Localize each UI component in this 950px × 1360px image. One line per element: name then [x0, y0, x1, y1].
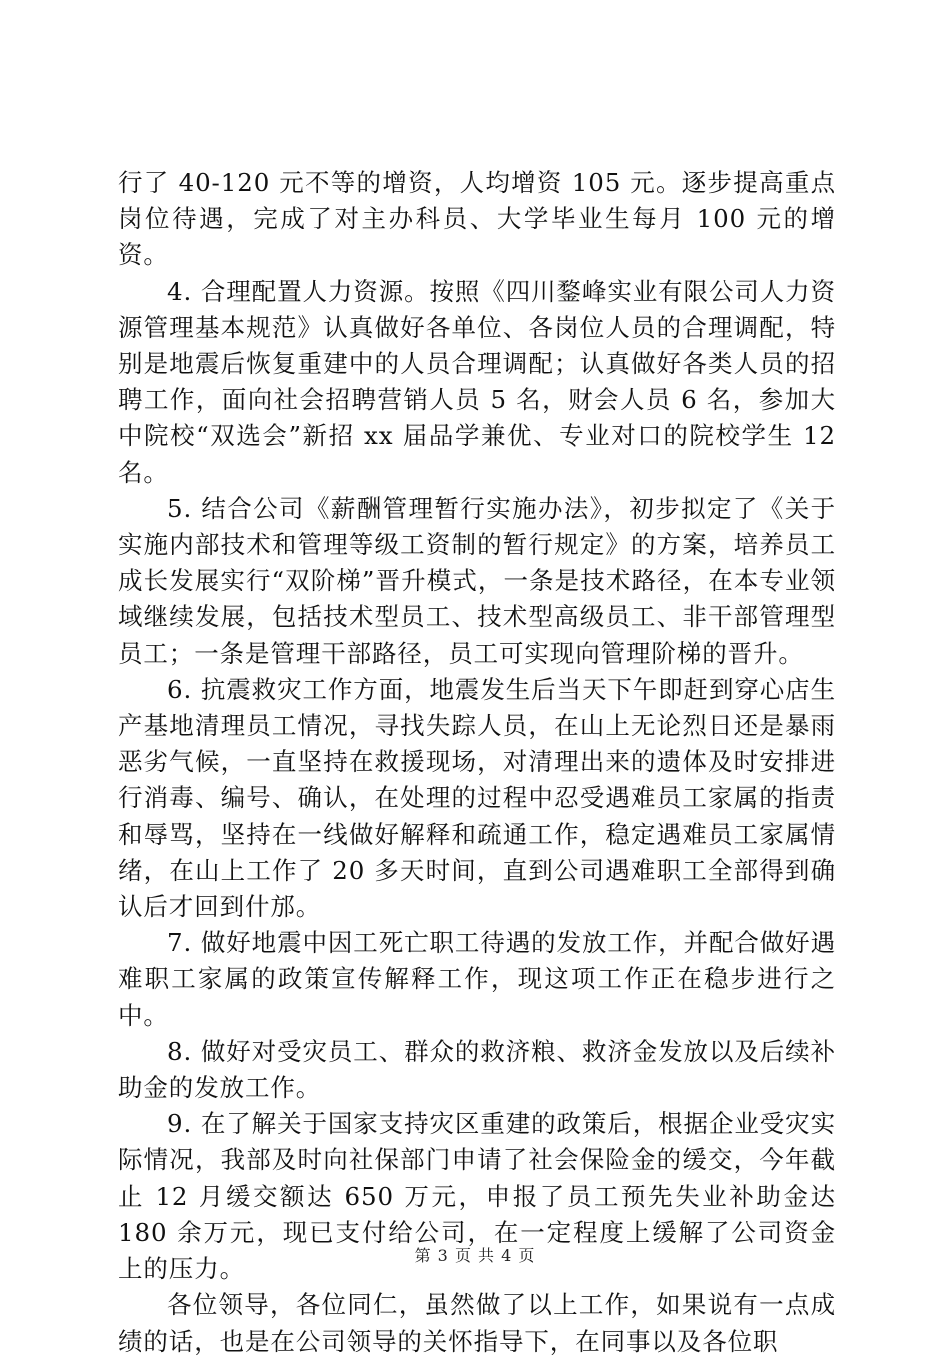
document-body	[118, 165, 836, 1360]
paragraph-item-6: 6. 抗震救灾工作方面，地震发生后当天下午即赶到穿心店生产基地清理员工情况，寻找失踪人员，在山上无论烈日还是暴雨恶劣气候，一直坚持在救援现场，对清理出来的遗体及时安排进行消毒、编号、确认，在处理的过程中忍受遇难员工家属的指责和辱骂，坚持在一线做好解释和疏通工作，稳定遇难员工家属情绪，在山上工作了 20 多天时间，直到公司遇难职工全部得到确认后才回到什邡。	[118, 674, 836, 922]
paragraph-item-4: 4. 合理配置人力资源。按照《四川鍪峰实业有限公司人力资源管理基本规范》认真做好各单位、各岗位人员的合理调配，特别是地震后恢复重建中的人员合理调配；认真做好各类人员的招聘工作，面向社会招聘营销人员 5 名，财会人员 6 名，参加大中院校“双选会”新招 xx 届品学兼优、专业对口的院校学生 12 名。	[118, 276, 836, 487]
paragraph-item-8: 8. 做好对受灾员工、群众的救济粮、救济金发放以及后续补助金的发放工作。	[118, 1036, 836, 1103]
paragraph-continuation: 行了 40-120 元不等的增资，人均增资 105 元。逐步提高重点岗位待遇，完成了对主办科员、大学毕业生每月 100 元的增资。	[118, 168, 836, 270]
paragraph-closing: 各位领导，各位同仁，虽然做了以上工作，如果说有一点成绩的话，也是在公司领导的关怀指导下，在同事以及各位职	[118, 1290, 836, 1356]
page-number-footer: 第 3 页 共 4 页	[414, 1246, 536, 1265]
paragraph-item-9: 9. 在了解关于国家支持灾区重建的政策后，根据企业受灾实际情况，我部及时向社保部门申请了社会保险金的缓交，今年截止 12 月缓交额达 650 万元，申报了员工预先失业补助金达 180 余万元，现已支付给公司，在一定程度上缓解了公司资金上的压力。	[118, 1109, 836, 1284]
paragraph-item-7: 7. 做好地震中因工死亡职工待遇的发放工作，并配合做好遇难职工家属的政策宣传解释工作，现这项工作正在稳步进行之中。	[118, 928, 836, 1030]
paragraph-item-5: 5. 结合公司《薪酬管理暂行实施办法》，初步拟定了《关于实施内部技术和管理等级工资制的暂行规定》的方案，培养员工成长发展实行“双阶梯”晋升模式，一条是技术路径，在本专业领域继续发展，包括技术型员工、技术型高级员工、非干部管理型员工；一条是管理干部路径，员工可实现向管理阶梯的晋升。	[118, 493, 836, 668]
